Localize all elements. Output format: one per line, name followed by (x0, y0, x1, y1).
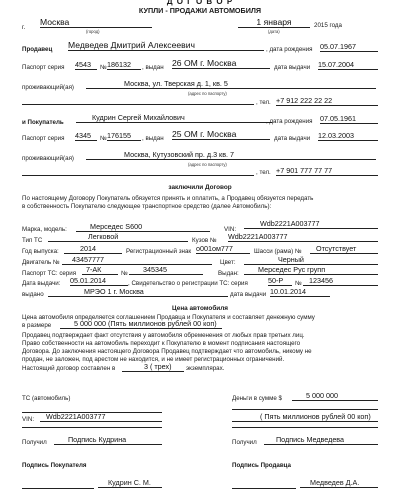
pts-number: 345345 (129, 265, 203, 275)
seller-birth-label: , дата рождения (266, 46, 313, 53)
make-value: Мерседес S600 (76, 222, 210, 232)
buyer-signature-name: Кудрин С. М. (98, 478, 162, 488)
seller-name: Медведев Дмитрий Алексеевич (68, 40, 264, 51)
color-label: Цвет: (220, 259, 236, 266)
transfer-vin-label: VIN: (22, 416, 35, 423)
buyer-no-label: № (100, 135, 107, 142)
pts-date-label: Дата выдачи: (22, 280, 61, 287)
money-value: 5 000 000 (292, 391, 378, 401)
copies-value: 3 ( трех) (122, 362, 184, 372)
money-blank-line (232, 408, 378, 410)
price-p2-2: Право собственности на автомобиль переходит к Покупателю в момент подписания настоящего (22, 340, 301, 347)
year-label: Год выпуска: (22, 248, 59, 255)
buyer-phone: +7 901 777 77 77 (276, 166, 378, 176)
buyer-passport-number: 176155 (107, 131, 141, 141)
buyer-address: Москва, Кутузовский пр. д.3 кв. 7 (86, 150, 376, 160)
pts-series: 7-АК (82, 265, 118, 275)
price-p2-1: Продавец подтверждает факт отсутствия у автомобиля обременения от любых прав третьих лиц. (22, 332, 305, 339)
type-label: Тип ТС (22, 237, 43, 244)
pts-issued-label: Выдан: (218, 270, 239, 277)
money-label: Деньги в сумме $ (232, 395, 282, 402)
received-right-signature: Подпись Медведева (264, 435, 378, 445)
cert-number: 123456 (303, 276, 378, 286)
seller-signature-line (232, 487, 296, 489)
buyer-name: Кудрин Сергей Михайлович (76, 113, 272, 123)
received-left-label: Получил (22, 439, 47, 446)
vehicle-received-label: ТС (автомобиль) (22, 395, 71, 402)
buyer-passport-label: Паспорт серия (22, 135, 65, 142)
date-caption: (дата) (268, 29, 280, 34)
seller-signature-title: Подпись Продавца (232, 462, 291, 469)
city-prefix: г. (22, 24, 26, 31)
pts-issued-value: Мерседес Рус групп (244, 265, 378, 275)
transfer-vin-value: Wdb2221A003777 (40, 412, 162, 422)
body-value: Wdb2221A003777 (228, 232, 378, 242)
document-subtitle: КУПЛИ - ПРОДАЖИ АВТОМОБИЛЯ (138, 6, 262, 15)
buyer-residing-label: проживающий(ая) (22, 155, 74, 162)
year-text: 2015 года (314, 22, 342, 29)
city-caption: (город) (86, 29, 100, 34)
buyer-issued-by: 25 ОМ г. Москва (172, 129, 270, 140)
cert-issued-value: МРЭО 1 г. Москва (48, 287, 228, 297)
pts-date: 05.01.2014 (70, 276, 128, 286)
price-p2-4: продан, не заложен, под арестом не находится, и не имеет регистрационных ограничений. (22, 356, 285, 363)
buyer-issue-date-label: дата выдачи (274, 135, 311, 142)
intro-line-2: в собственность Покупателю следующее транспортное средство (далее Автомобиль): (22, 203, 272, 210)
seller-issue-date: 15.07.2004 (318, 60, 378, 70)
body-label: Кузов № (192, 237, 217, 244)
received-right-label: Получил (232, 439, 257, 446)
section-title-agreement: заключили Договор (168, 184, 232, 191)
buyer-signature-title: Подпись Покупателя (22, 462, 87, 469)
cert-no-label: № (295, 280, 302, 287)
color-value: Черный (244, 255, 378, 265)
vin-label: VIN: (224, 226, 237, 233)
seller-passport-number: 186132 (107, 60, 141, 70)
cert-label: , Свидетельство о регистрации ТС: серия (128, 280, 248, 287)
make-label: Марка, модель: (22, 226, 67, 233)
seller-passport-series: 4543 (75, 60, 97, 70)
cert-date: 10.01.2014 (270, 287, 330, 297)
seller-issue-date-label: дата выдачи (274, 64, 311, 71)
city-field: Москва (40, 17, 152, 28)
buyer-signature-line (22, 487, 94, 489)
seller-issued-label: , выдан (142, 64, 164, 71)
reg-label: Регистрационный знак (126, 248, 192, 255)
pts-no-label: № (121, 270, 128, 277)
received-left-signature: Подпись Кудрина (54, 435, 162, 445)
seller-phone-label: , тел. (256, 99, 271, 106)
vehicle-blank-line-2 (22, 426, 162, 428)
money-blank-line-2 (232, 426, 378, 428)
copies-prefix: Настоящий договор составлен в (22, 365, 116, 372)
date-field: 1 января (238, 17, 310, 28)
chassis-label: Шасси (рама) № (254, 248, 302, 255)
seller-phone: +7 912 222 22 22 (276, 96, 378, 106)
reg-value: о001ом777 (196, 244, 250, 254)
year-value: 2014 (64, 244, 122, 254)
seller-passport-label: Паспорт серия (22, 64, 65, 71)
seller-issued-by: 26 ОМ г. Москва (172, 58, 270, 69)
money-words: ( Пять миллионов рублей 00 коп) (232, 412, 378, 422)
seller-address: Москва, ул. Тверская д. 1, кв. 5 (86, 79, 376, 89)
copies-suffix: экземплярах. (186, 365, 225, 372)
price-line-1: Цена автомобиля определяется соглашением Продавца и Покупателя и составляет денежную сумму (22, 314, 315, 321)
seller-residing-label: проживающий(ая) (22, 84, 74, 91)
cert-series: 50-Р (268, 276, 292, 286)
buyer-address-caption: (адрес по паспорту) (188, 162, 227, 167)
seller-label: Продавец (22, 46, 53, 53)
engine-value: 43457777 (62, 255, 212, 265)
seller-no-label: № (100, 64, 107, 71)
section-title-price: Цена автомобиля (172, 305, 228, 312)
seller-address-line-2 (22, 103, 254, 105)
buyer-passport-series: 4345 (75, 131, 97, 141)
type-value: Легковой (48, 232, 188, 242)
buyer-issued-label: , выдан (142, 135, 164, 142)
buyer-label: и Покупатель (22, 119, 64, 126)
price-amount-prefix: в размере (22, 322, 52, 329)
document-heading: Д О Г О В О Р (166, 0, 234, 6)
buyer-address-line-2 (22, 174, 254, 176)
buyer-birth-label: , дата рождения (266, 118, 313, 125)
cert-issued-label: выдано (22, 291, 44, 298)
engine-label: Двигатель № (22, 259, 60, 266)
cert-date-label: дата выдачи (230, 291, 267, 298)
price-p2-3: Договора. До заключения настоящего Договора Продавец подтверждает что автомобиль, никому не (22, 348, 312, 355)
intro-line-1: По настоящему Договору Покупатель обязуется принять и оплатить, а Продавец обязуется передать (22, 195, 314, 202)
seller-birth: 05.07.1967 (320, 42, 378, 52)
buyer-birth: 07.05.1961 (320, 114, 378, 124)
seller-address-caption: (адрес по паспорту) (188, 91, 227, 96)
chassis-value: Отсутствует (310, 244, 378, 254)
price-amount: 5 000 000 (Пять миллионов рублей 00 коп) (60, 319, 222, 329)
vin-value: Wdb2221A003777 (244, 219, 378, 229)
buyer-issue-date: 12.03.2003 (318, 131, 378, 141)
pts-label: Паспорт ТС: серия (22, 270, 77, 277)
seller-signature-name: Медведев Д.А. (300, 478, 378, 488)
buyer-phone-label: , тел. (256, 169, 271, 176)
